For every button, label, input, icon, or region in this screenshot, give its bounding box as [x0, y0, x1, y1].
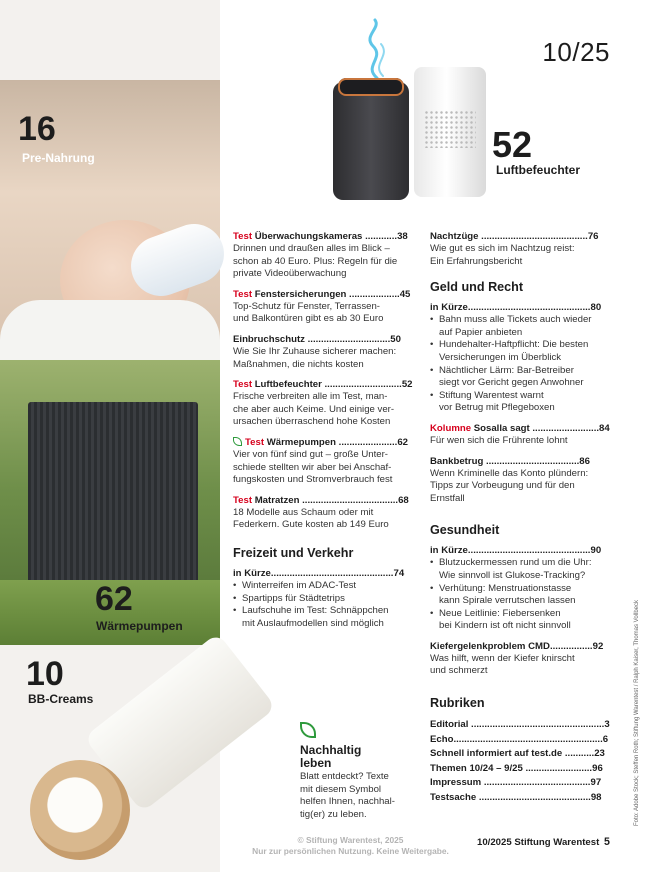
- bullet-item: [430, 339, 600, 364]
- bullet-line: • Stiftung Warentest warnt: [439, 389, 544, 401]
- description-line: Tipps zur Vorbeugung und für den: [430, 480, 575, 492]
- entry-keyword: Kolumne: [430, 422, 472, 434]
- rubrik-title: Editorial: [430, 719, 469, 731]
- entry-title: Kiefergelenkproblem CMD: [430, 640, 550, 652]
- feature-number-waermepumpen: 62: [95, 580, 133, 618]
- feature-label-luftbefeuchter: Luftbefeuchter: [496, 163, 580, 177]
- entry-page: 38: [397, 231, 408, 242]
- toc-entry[interactable]: [233, 494, 409, 532]
- rubrik-dots: ........................................................: [453, 733, 603, 745]
- rubrik-dots: ...........: [562, 748, 595, 760]
- section-title-geld: Geld und Recht: [430, 280, 524, 295]
- bullet-item: [430, 583, 600, 608]
- toc-column-left: [233, 231, 413, 630]
- leaf-icon: [233, 437, 242, 446]
- entry-page: 84: [599, 422, 610, 434]
- entry-page: 45: [399, 288, 411, 300]
- entry-dots: ............: [362, 231, 398, 242]
- toc-entry[interactable]: [233, 379, 413, 429]
- bullet-line: kann Spirale verrutschen lassen: [439, 595, 576, 607]
- description-line: und Balkontüren gibt es ab 30 Euro: [233, 313, 384, 325]
- entry-keyword: Test: [233, 288, 253, 300]
- bullet-line: • Nächtlicher Lärm: Bar-Betreiber: [439, 364, 574, 376]
- entry-title: Bankbetrug: [430, 455, 484, 467]
- entry-dots: ...................................: [483, 455, 580, 467]
- bullet-line: Wie sinnvoll ist Glukose-Tracking?: [439, 569, 586, 581]
- description-line: Wie gut es sich im Nachtzug reist:: [430, 243, 575, 254]
- page-number: 5: [604, 836, 610, 848]
- description-line: schiede stellten wir aber bei Anschaf-: [233, 461, 392, 473]
- bullet-line: • Winterreifen im ADAC-Test: [242, 579, 357, 591]
- feature-label-bb-creams: BB-Creams: [28, 692, 94, 706]
- rubrik-row[interactable]: [430, 718, 610, 733]
- bullet-line: • Blutzuckermessen rund um die Uhr:: [439, 557, 592, 569]
- description-line: Was hilft, wenn der Kiefer knirscht: [430, 652, 575, 664]
- dark-humidifier: [333, 82, 409, 200]
- bullet-line: • Neue Leitlinie: Fiebersenken: [439, 607, 561, 619]
- bullet-item: [430, 314, 600, 339]
- entry-keyword: Test: [233, 231, 253, 242]
- description-line: Frische verbreiten alle im Test, man-: [233, 391, 388, 403]
- nachhaltig-text: Blatt entdeckt? Texte mit diesem Symbol helfen Ihnen, nachhal- tig(er) zu leben.: [300, 771, 395, 820]
- entry-dots: .............................: [321, 379, 402, 391]
- bullet-list-gesundheit: [430, 557, 600, 633]
- entry-description: [233, 391, 403, 429]
- description-line: fungskosten und Stromverbrauch fest: [233, 474, 393, 486]
- copyright-notice: © Stiftung Warentest, 2025 Nur zur persönlichen Nutzung. Keine Weitergabe.: [252, 835, 449, 856]
- entry-page: 50: [390, 333, 401, 345]
- bullet-line: • Verhütung: Menstruationstasse: [439, 582, 572, 594]
- toc-entry[interactable]: [430, 456, 600, 506]
- entry-description: [233, 346, 403, 371]
- toc-entry[interactable]: [430, 640, 604, 678]
- toc-entry[interactable]: [233, 231, 408, 281]
- entry-title: Wärmepumpen: [266, 436, 336, 448]
- entry-title: Einbruchschutz: [233, 333, 305, 345]
- description-line: Maßnahmen, die nichts kosten: [233, 358, 364, 370]
- bullet-item: [233, 593, 403, 606]
- description-line: ursachen überraschend hohe Kosten: [233, 416, 391, 428]
- description-line: Ernstfall: [430, 492, 465, 504]
- bullet-line: siegt vor Gericht gegen Anwohner: [439, 377, 584, 389]
- description-line: private Videoüberwachung: [233, 268, 347, 280]
- entry-page: 68: [398, 494, 409, 506]
- rubrik-page: 6: [602, 733, 609, 745]
- description-line: schon ab 40 Euro. Plus: Regeln für die: [233, 255, 398, 267]
- description-line: Federkern. Gute kosten ab 149 Euro: [233, 519, 389, 531]
- rubrik-title: Themen 10/24 – 9/25: [430, 762, 523, 774]
- bullet-list-geld: [430, 314, 600, 415]
- rubrik-dots: .........................: [522, 762, 593, 774]
- entry-description: [233, 507, 403, 532]
- entry-dots: .........................: [529, 422, 600, 434]
- bullet-line: • Spartipps für Städtetrips: [242, 592, 345, 604]
- entry-description: [430, 243, 600, 268]
- entry-title: Matratzen: [254, 494, 300, 506]
- entry-description: [430, 653, 600, 678]
- entry-description: [233, 301, 403, 326]
- description-line: Top-Schutz für Fenster, Terrassen-: [233, 300, 380, 312]
- section-title-rubriken: Rubriken: [430, 696, 485, 711]
- entry-dots: ...................: [346, 288, 400, 300]
- entry-dots: ....................................: [299, 494, 399, 506]
- bullet-item: [233, 580, 403, 593]
- heat-pump-unit: [28, 402, 198, 587]
- entry-description: [430, 468, 600, 506]
- description-line: 18 Modelle aus Schaum oder mit: [233, 506, 374, 518]
- bullet-line: auf Papier anbieten: [439, 326, 523, 338]
- entry-description: [430, 435, 600, 448]
- bullet-line: • Laufschuhe im Test: Schnäppchen: [242, 605, 389, 617]
- section-title-freizeit: Freizeit und Verkehr: [233, 545, 354, 560]
- entry-description: [233, 243, 403, 281]
- photo-credits: Foto: Adobe Stock; Steffen Roth; Stiftung Warentest / Ralph Kaiser, Thomas Vollbeck: [634, 599, 640, 826]
- feature-label-pre-nahrung: Pre-Nahrung: [22, 151, 95, 165]
- rubrik-row[interactable]: [430, 791, 600, 806]
- nachhaltig-leben-box: [300, 722, 410, 821]
- toc-entry[interactable]: [233, 334, 403, 371]
- mist-icon: [355, 18, 395, 80]
- rubrik-dots: ..................................................: [468, 719, 605, 731]
- entry-title: Luftbefeuchter: [254, 379, 322, 391]
- bullet-line: Versicherungen im Überblick: [439, 351, 562, 363]
- toc-entry-nachtzuege[interactable]: Nachtzüge ........................................76 Wie gut es sich im Nachtzug reist: Ein Erfahrungsbericht: [430, 231, 599, 267]
- toc-entry[interactable]: [430, 422, 610, 448]
- bullet-item: [430, 390, 600, 415]
- entry-page: 86: [579, 455, 590, 467]
- description-line: Wie Sie Ihr Zuhause sicherer machen:: [233, 345, 397, 357]
- toc-entries: [233, 231, 413, 532]
- entry-page: 52: [401, 379, 413, 391]
- bullet-item: [233, 605, 403, 630]
- bullet-line: bei Kindern ist oft nicht sinnvoll: [439, 620, 571, 632]
- bullet-list-freizeit: [233, 580, 403, 630]
- feature-number-luftbefeuchter: 52: [492, 124, 533, 165]
- toc-entry[interactable]: [233, 288, 411, 326]
- entry-keyword: Test: [245, 436, 265, 448]
- bullet-line: mit Auslaufmodellen sind möglich: [242, 617, 384, 629]
- entry-description: [233, 449, 403, 487]
- rubrik-title: Impressum: [430, 777, 482, 789]
- description-line: Drinnen und draußen alles im Blick –: [233, 243, 390, 254]
- cream-cap: [30, 760, 130, 860]
- feature-number-pre-nahrung: 16: [18, 110, 56, 148]
- rubrik-row[interactable]: [430, 762, 603, 777]
- toc-entry-kurz-geld[interactable]: in Kürze..............................................80: [430, 302, 602, 314]
- issue-number: 10/25: [542, 37, 610, 67]
- description-line: Für wen sich die Frührente lohnt: [430, 434, 568, 446]
- entry-title: Überwachungskameras: [254, 231, 363, 242]
- rubrik-title: Echo: [430, 733, 454, 745]
- rubrik-title: Schnell informiert auf test.de: [430, 748, 563, 760]
- toc-entry[interactable]: [233, 436, 408, 487]
- rubrik-dots: ........................................: [481, 777, 591, 789]
- entry-title: Sosalla sagt: [473, 422, 530, 434]
- bullet-item: [430, 608, 600, 633]
- rubrik-row[interactable]: [430, 776, 600, 791]
- entry-page: 92: [592, 640, 604, 652]
- rubriken-list: [430, 718, 610, 805]
- rubrik-page: 98: [590, 791, 602, 803]
- rubrik-row[interactable]: [430, 747, 605, 762]
- entry-dots: ................: [549, 640, 593, 652]
- description-line: che aber auch Keime. Und einige ver-: [233, 403, 395, 415]
- entry-dots: ......................: [336, 436, 398, 448]
- toc-column-right: [430, 231, 610, 805]
- rubrik-title: Testsache: [430, 791, 477, 803]
- feature-label-waermepumpen: Wärmepumpen: [96, 619, 183, 633]
- entry-title: Fenstersicherungen: [254, 288, 347, 300]
- toc-entries-gesundheit: [430, 640, 604, 678]
- dark-humidifier-top: [338, 78, 404, 96]
- footer-issue-label: 10/2025 Stiftung Warentest: [477, 837, 600, 848]
- bullet-line: vor Betrug mit Pflegeboxen: [439, 402, 555, 414]
- toc-entry-kurz-freizeit[interactable]: in Kürze..............................................74: [233, 567, 405, 579]
- white-humidifier-grille: [424, 110, 476, 148]
- rubrik-page: 3: [604, 719, 610, 731]
- entry-keyword: Test: [233, 494, 253, 506]
- description-line: Ein Erfahrungsbericht: [430, 255, 523, 267]
- feature-number-bb-creams: 10: [26, 655, 64, 693]
- entry-page: 62: [397, 436, 408, 448]
- description-line: Vier von fünf sind gut – große Unter-: [233, 448, 389, 460]
- nachhaltig-title: Nachhaltig leben: [300, 743, 362, 770]
- description-line: und schmerzt: [430, 665, 488, 677]
- rubrik-dots: ..........................................: [476, 791, 591, 803]
- entry-dots: ...............................: [304, 333, 391, 345]
- toc-entry-kurz-gesundheit[interactable]: in Kürze..............................................90: [430, 545, 602, 557]
- rubrik-page: 96: [592, 762, 603, 774]
- rubrik-row[interactable]: [430, 733, 609, 748]
- leaf-icon: [300, 722, 316, 738]
- bullet-line: • Bahn muss alle Tickets auch wieder: [439, 314, 592, 326]
- toc-entries-geld: [430, 422, 610, 505]
- bullet-item: [430, 557, 600, 582]
- bullet-item: [430, 365, 600, 390]
- bullet-line: • Hundehalter-Haftpflicht: Die besten: [439, 339, 589, 351]
- entry-keyword: Test: [233, 379, 253, 391]
- rubrik-page: 97: [590, 777, 602, 789]
- description-line: Wenn Kriminelle das Konto plündern:: [430, 467, 589, 479]
- rubrik-page: 23: [594, 748, 605, 760]
- section-title-gesundheit: Gesundheit: [430, 523, 500, 538]
